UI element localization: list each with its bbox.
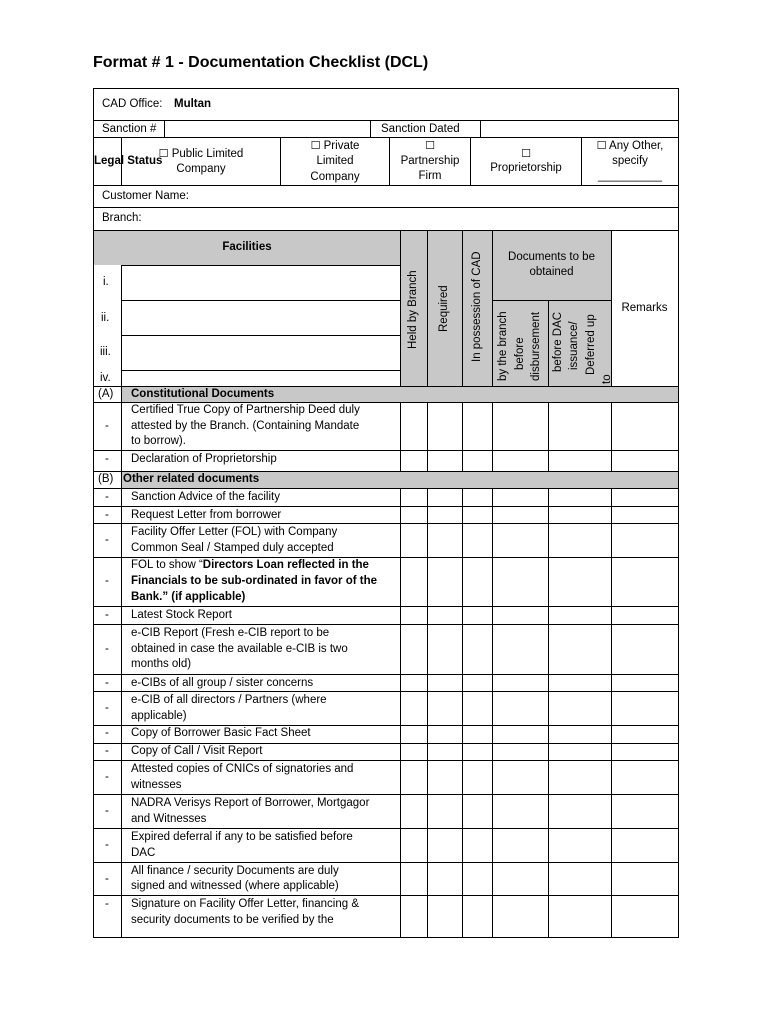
checklist-item-text: Common Seal / Stamped duly accepted [131, 542, 334, 554]
customer-name-label: Customer Name: [102, 190, 189, 202]
cad-office-value: Multan [174, 98, 212, 110]
row-dash: - [105, 898, 109, 910]
option-text: Company [176, 163, 226, 175]
option-text: Public Limited [171, 148, 244, 160]
checklist-item-text: e-CIBs of all group / sister concerns [131, 677, 314, 689]
page-title: Format # 1 - Documentation Checklist (DCL) [93, 54, 429, 71]
sanction-dated-label: Sanction Dated [381, 123, 460, 135]
checkbox-partnership[interactable]: ☐ [425, 139, 435, 152]
checklist-item-text: applicable) [131, 710, 187, 722]
row-dash: - [105, 805, 109, 817]
checklist-item-text: attested by the Branch. (Containing Mandate [131, 420, 360, 432]
row-dash: - [105, 839, 109, 851]
row-dash: - [105, 534, 109, 546]
by-branch-header: by the branch [497, 311, 509, 381]
checklist-item-text: Facility Offer Letter (FOL) with Company [131, 526, 338, 538]
checklist-item-text: Signature on Facility Offer Letter, financing & [131, 898, 359, 910]
row-dash: - [105, 509, 109, 521]
checklist-item-text: Bank.” (if applicable) [131, 591, 246, 603]
checklist-item-text: Certified True Copy of Partnership Deed duly [131, 404, 360, 416]
checklist-item-text: DAC [131, 847, 156, 859]
by-branch-header: disbursement [530, 311, 542, 381]
checklist-item-text: Attested copies of CNICs of signatories and [131, 763, 354, 775]
by-branch-header: before [514, 337, 526, 370]
row-dash: - [105, 643, 109, 655]
row-dash: - [105, 702, 109, 714]
facility-number: iv. [100, 372, 111, 384]
option-text: Any Other, [609, 140, 664, 152]
row-dash: - [105, 453, 109, 465]
cad-office-label: CAD Office: [102, 98, 163, 110]
section-a-label: (A) [98, 388, 114, 400]
checklist-item-text: Latest Stock Report [131, 609, 232, 621]
checklist-item-text: months old) [131, 658, 192, 670]
option-text: __________ [598, 170, 662, 182]
checklist-item-text: All finance / security Documents are duly [131, 865, 339, 877]
option-text: specify [612, 155, 648, 167]
checklist-item-text: security documents to be verified by the [131, 914, 334, 926]
option-text: Company [310, 171, 360, 183]
checklist-item-text: to borrow). [131, 435, 186, 447]
section-b-label: (B) [98, 473, 114, 485]
facilities-header: Facilities [222, 241, 272, 253]
row-dash: - [105, 873, 109, 885]
row-dash: - [105, 491, 109, 503]
checkbox-any-other[interactable]: ☐ [596, 139, 607, 152]
checklist-item-text [131, 558, 369, 574]
row-dash: - [105, 677, 109, 689]
checklist-item-text: Request Letter from borrower [131, 509, 282, 521]
remarks-header: Remarks [621, 302, 668, 314]
row-dash: - [105, 745, 109, 757]
before-dac-header: before DAC [552, 311, 564, 372]
checklist-item-text: signed and witnessed (where applicable) [131, 880, 339, 892]
facility-number: iii. [100, 346, 111, 358]
row-dash: - [105, 609, 109, 621]
checklist-item-text: Sanction Advice of the facility [131, 491, 280, 503]
checklist-item-text: Financials to be sub-ordinated in favor of the [131, 575, 377, 587]
held-by-branch-header: Held by Branch [407, 270, 419, 349]
row-dash: - [105, 771, 109, 783]
checklist-item-text: Declaration of Proprietorship [131, 453, 277, 465]
option-text: Firm [418, 170, 442, 182]
row-dash: - [105, 727, 109, 739]
row-dash: - [105, 420, 109, 432]
required-header: Required [438, 285, 450, 332]
checklist-item-text: Copy of Borrower Basic Fact Sheet [131, 727, 311, 739]
checklist-item-text: obtained in case the available e-CIB is two [131, 643, 348, 655]
checklist-item-text: Expired deferral if any to be satisfied before [131, 831, 353, 843]
row-dash: - [105, 575, 109, 587]
checkbox-public-limited[interactable]: ☐ [158, 147, 169, 160]
checkbox-proprietorship[interactable]: ☐ [521, 147, 531, 160]
facility-number: i. [103, 276, 109, 288]
in-possession-header: In possession of CAD [471, 251, 483, 362]
section-b-title: Other related documents [123, 473, 260, 485]
docs-to-be-obtained-header: obtained [529, 266, 574, 278]
before-dac-header: issuance/ [568, 321, 580, 370]
checklist-item-text: and Witnesses [131, 813, 207, 825]
before-dac-header: Deferred up [585, 314, 597, 375]
checkbox-private-limited[interactable]: ☐ [310, 139, 321, 152]
sanction-number-label: Sanction # [102, 123, 157, 135]
checklist-item-text: e-CIB of all directors / Partners (where [131, 694, 327, 706]
option-text: Partnership [400, 155, 460, 167]
checklist-item-text: FOL to show “ [131, 559, 203, 571]
checklist-item-text: witnesses [131, 779, 182, 791]
facility-number: ii. [101, 312, 110, 324]
checklist-item-text: e-CIB Report (Fresh e-CIB report to be [131, 627, 330, 639]
checklist-item-text: NADRA Verisys Report of Borrower, Mortgagor [131, 797, 370, 809]
legal-status-label: Legal Status [94, 155, 163, 167]
docs-to-be-obtained-header: Documents to be [508, 251, 595, 263]
section-a-title: Constitutional Documents [131, 388, 275, 400]
option-text: Limited [316, 155, 354, 167]
option-text: Private [323, 140, 360, 152]
option-text: Proprietorship [490, 162, 562, 174]
before-dac-header: to [601, 374, 613, 384]
branch-label: Branch: [102, 212, 142, 224]
checklist-item-text: Copy of Call / Visit Report [131, 745, 263, 757]
checklist-item-bold: Directors Loan reflected in the [202, 559, 369, 571]
